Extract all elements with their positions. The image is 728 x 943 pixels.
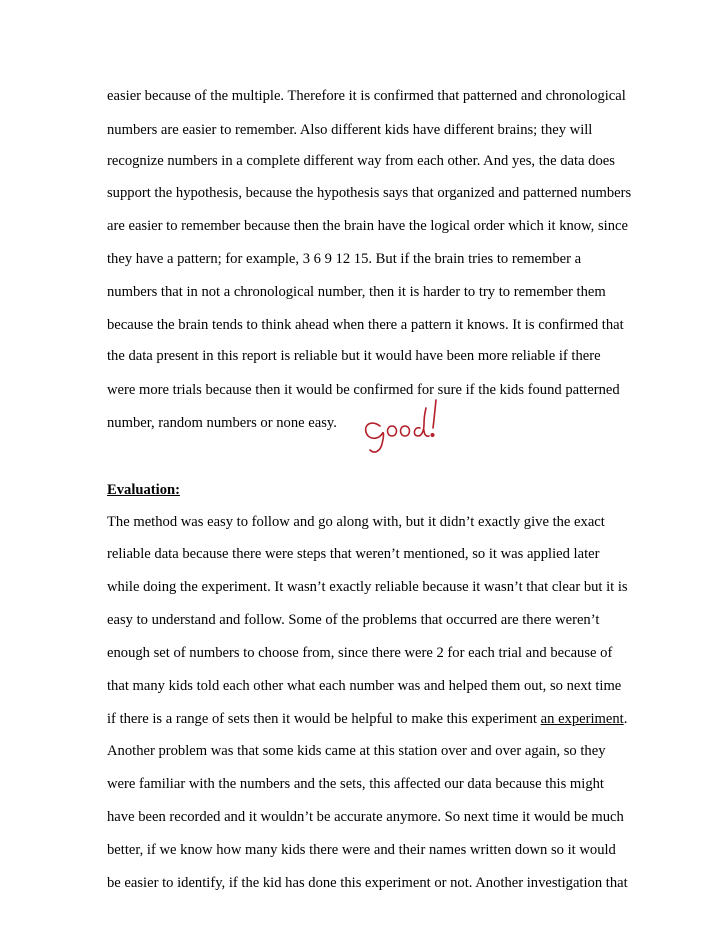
paragraph-line: be easier to identify, if the kid has done this experiment or not. Another investigation that bbox=[107, 875, 628, 891]
paragraph-line: that many kids told each other what each number was and helped them out, so next time bbox=[107, 678, 622, 694]
paragraph-line bbox=[107, 710, 627, 728]
paragraph-line: better, if we know how many kids there were and their names written down so it would bbox=[107, 842, 616, 858]
paragraph-line: The method was easy to follow and go along with, but it didn’t exactly give the exact bbox=[107, 514, 605, 530]
line-text: if there is a range of sets then it would be helpful to make this experiment bbox=[107, 711, 541, 727]
paragraph-line: are easier to remember because then the brain have the logical order which it know, since bbox=[107, 218, 628, 234]
paragraph-line: numbers that in not a chronological number, then it is harder to try to remember them bbox=[107, 284, 606, 300]
paragraph-line: enough set of numbers to choose from, since there were 2 for each trial and because of bbox=[107, 645, 613, 661]
paragraph-line: have been recorded and it wouldn’t be accurate anymore. So next time it would be much bbox=[107, 809, 624, 825]
paragraph-line: were familiar with the numbers and the sets, this affected our data because this might bbox=[107, 776, 604, 792]
paragraph-line: easy to understand and follow. Some of the problems that occurred are there weren’t bbox=[107, 612, 600, 628]
paragraph-line: while doing the experiment. It wasn’t exactly reliable because it wasn’t that clear but it is bbox=[107, 579, 628, 595]
line-text: . bbox=[623, 711, 628, 727]
paragraph-line: they have a pattern; for example, 3 6 9 12 15. But if the brain tries to remember a bbox=[107, 251, 582, 267]
paragraph-line: easier because of the multiple. Therefore it is confirmed that patterned and chronological bbox=[107, 88, 626, 104]
paragraph-line: number, random numbers or none easy. bbox=[107, 415, 337, 431]
paragraph-line: the data present in this report is reliable but it would have been more reliable if there bbox=[107, 348, 601, 364]
underlined-phrase: an experiment bbox=[540, 711, 624, 727]
paragraph-line: recognize numbers in a complete different way from each other. And yes, the data does bbox=[107, 153, 615, 169]
section-heading: Evaluation: bbox=[107, 482, 180, 498]
paragraph-line: support the hypothesis, because the hypothesis says that organized and patterned numbers bbox=[107, 185, 632, 201]
paragraph-line: numbers are easier to remember. Also different kids have different brains; they will bbox=[107, 122, 593, 138]
paragraph-line: Another problem was that some kids came at this station over and over again, so they bbox=[107, 743, 606, 759]
handwritten-good-annotation bbox=[362, 396, 446, 458]
paragraph-line: because the brain tends to think ahead when there a pattern it knows. It is confirmed that bbox=[107, 317, 624, 333]
paragraph-line: were more trials because then it would be confirmed for sure if the kids found patterned bbox=[107, 382, 620, 398]
paragraph-line: reliable data because there were steps that weren’t mentioned, so it was applied later bbox=[107, 546, 600, 562]
